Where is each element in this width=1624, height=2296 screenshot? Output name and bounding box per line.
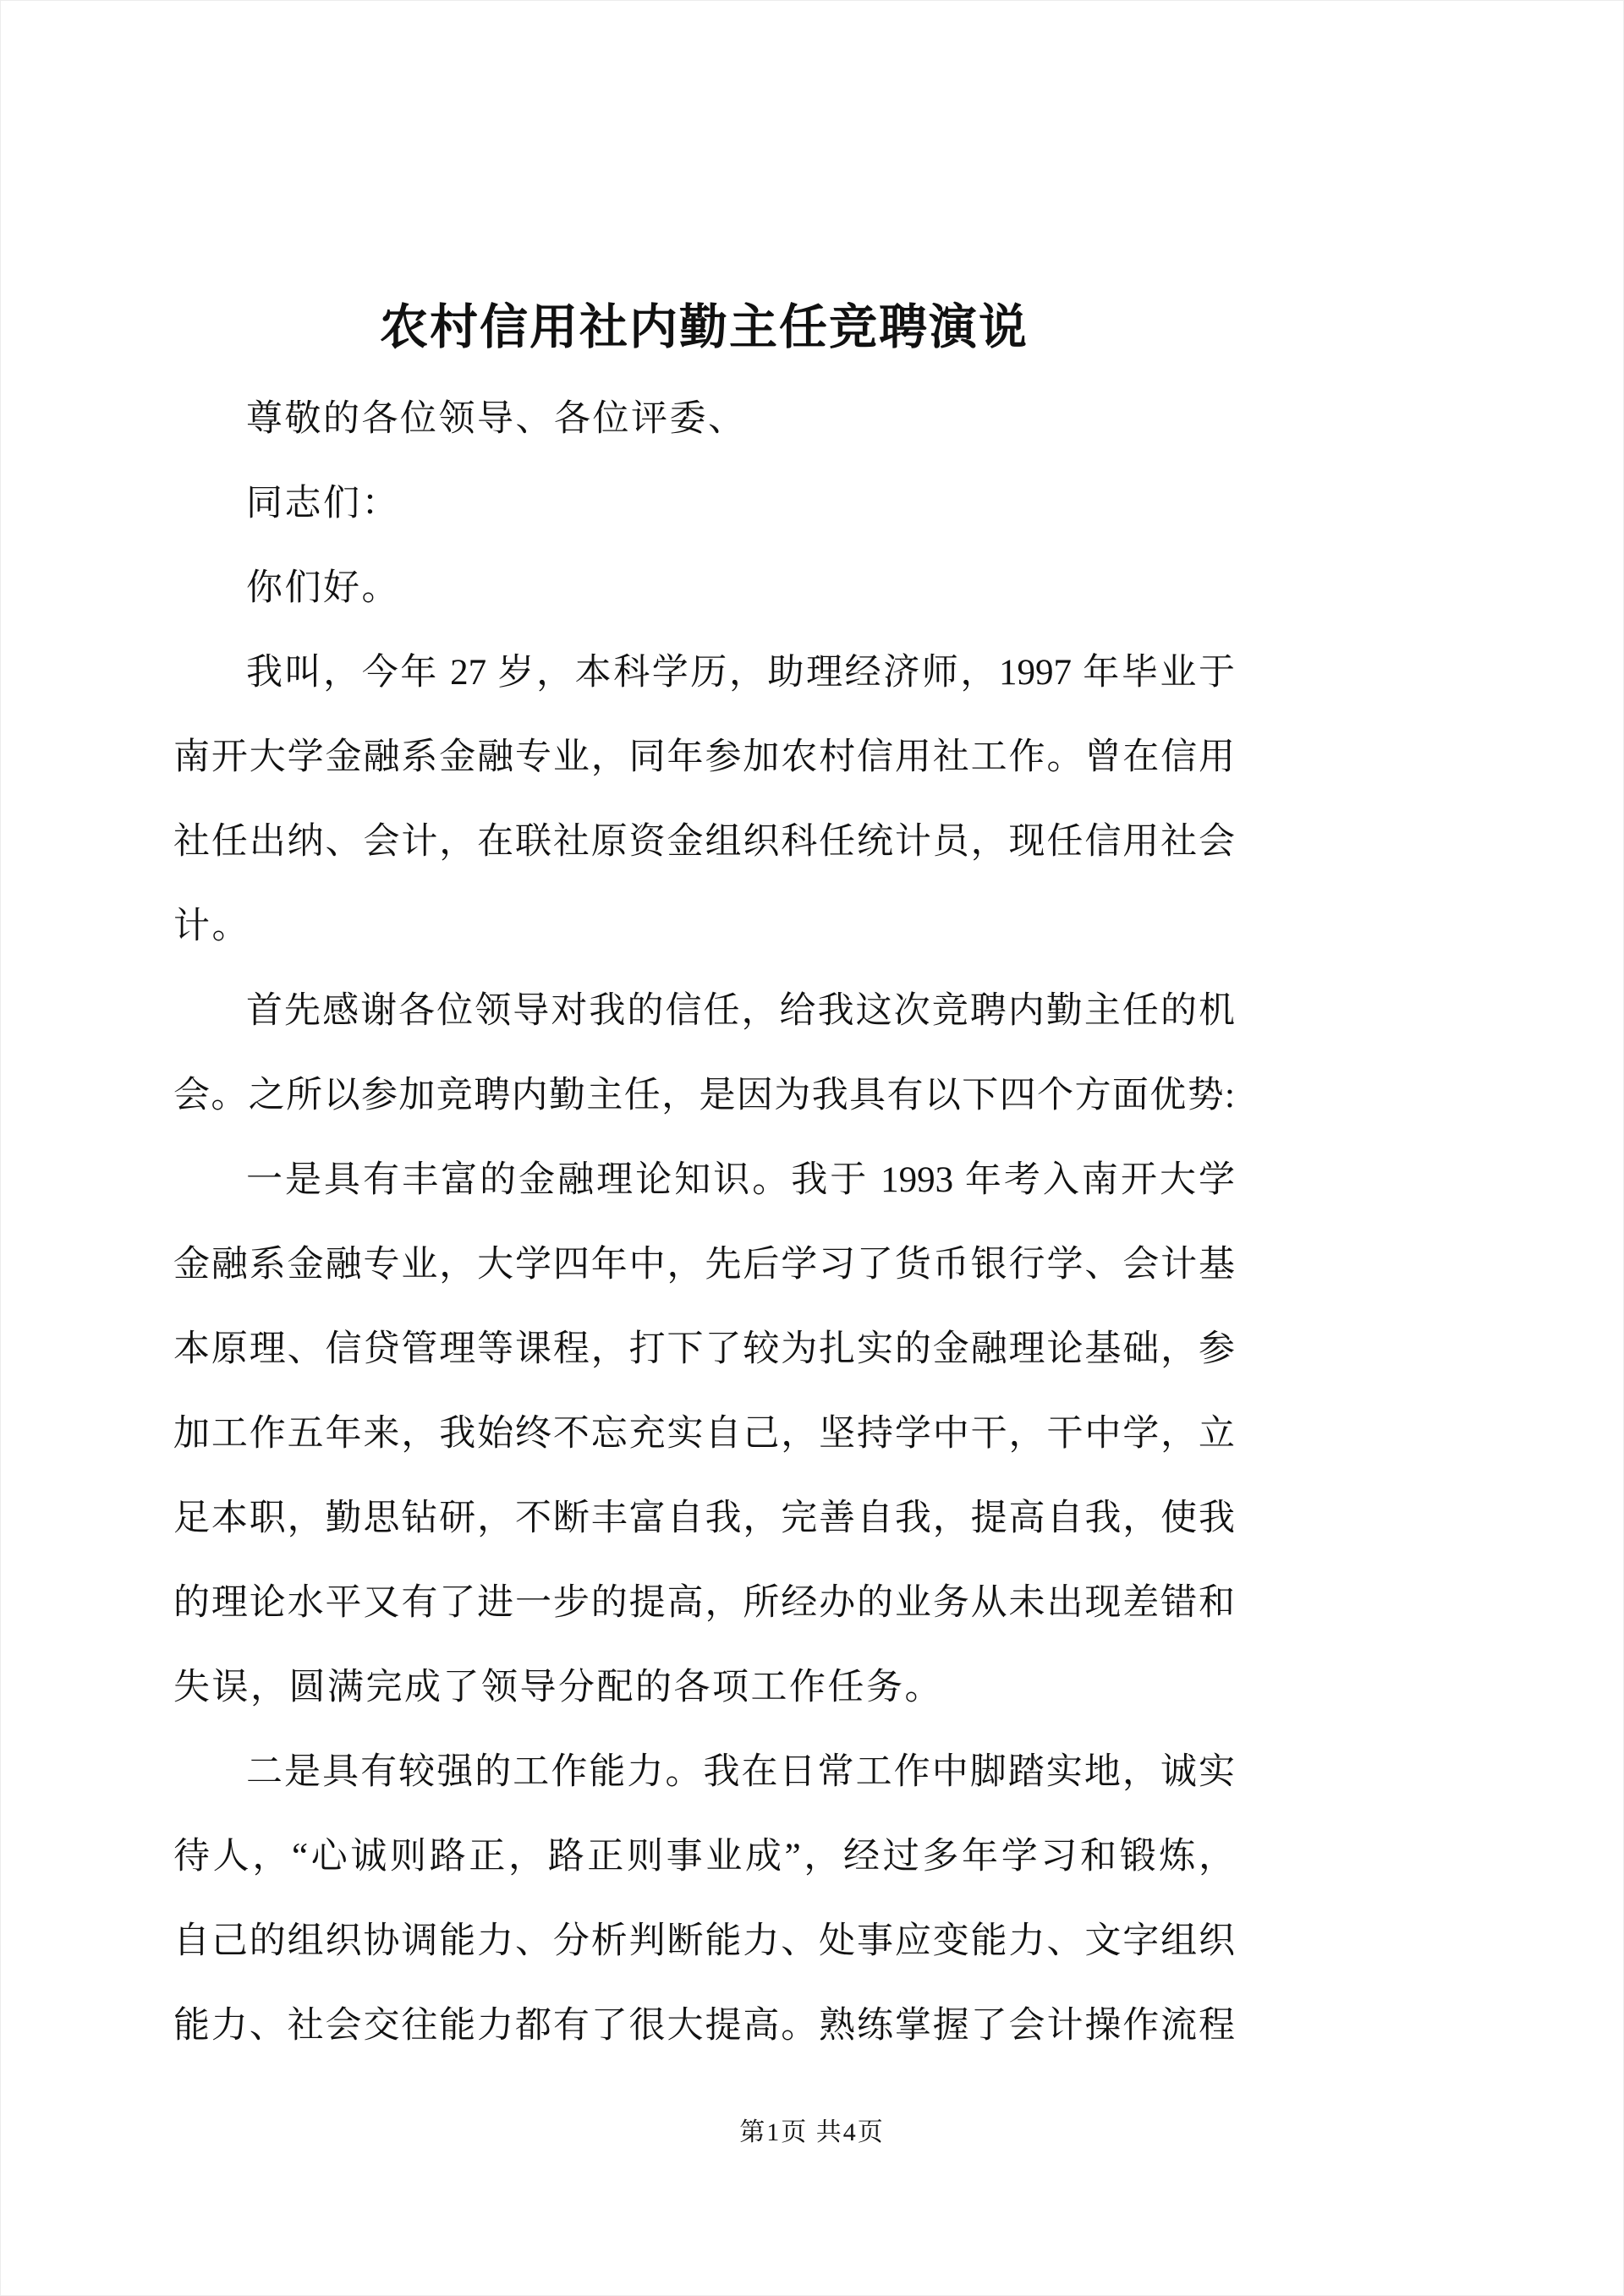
- text-line: 社任出纳、会计，在联社原资金组织科任统计员，现任信用社会: [173, 822, 1235, 862]
- text-line: 失误，圆满完成了领导分配的各项工作任务。: [173, 1668, 943, 1707]
- text-line: 待人，“心诚则路正，路正则事业成”，经过多年学习和锻炼，: [173, 1837, 1235, 1877]
- text-line: 你们好。: [246, 568, 400, 608]
- text-line: 足本职，勤思钻研，不断丰富自我，完善自我，提高自我，使我: [173, 1499, 1235, 1538]
- text-line: 尊敬的各位领导、各位评委、: [246, 399, 747, 439]
- document-title: 农村信用社内勤主任竞聘演说: [380, 301, 1029, 354]
- text-block: [173, 377, 1235, 2069]
- text-line: 一是具有丰富的金融理论知识。我于 1993 年考入南开大学: [246, 1160, 1235, 1200]
- text-line: 同志们：: [246, 484, 400, 523]
- text-line: 南开大学金融系金融专业，同年参加农村信用社工作。曾在信用: [173, 737, 1235, 777]
- page-footer: 第1页 共4页: [739, 2118, 885, 2146]
- text-line: 计。: [173, 907, 250, 946]
- text-line: 我叫，今年 27 岁，本科学历，助理经济师，1997 年毕业于: [246, 653, 1235, 693]
- text-line: 自己的组织协调能力、分析判断能力、处事应变能力、文字组织: [173, 1921, 1235, 1961]
- text-line: 能力、社会交往能力都有了很大提高。熟练掌握了会计操作流程: [173, 2006, 1235, 2046]
- text-line: 加工作五年来，我始终不忘充实自己，坚持学中干，干中学，立: [173, 1414, 1235, 1454]
- text-line: 首先感谢各位领导对我的信任，给我这次竞聘内勤主任的机: [246, 991, 1235, 1031]
- text-line: 二是具有较强的工作能力。我在日常工作中脚踏实地，诚实: [246, 1752, 1235, 1792]
- text-line: 会。之所以参加竞聘内勤主任，是因为我具有以下四个方面优势:: [173, 1076, 1235, 1115]
- text-line: 的理论水平又有了进一步的提高，所经办的业务从未出现差错和: [173, 1583, 1235, 1623]
- text-line: 金融系金融专业，大学四年中，先后学习了货币银行学、会计基: [173, 1245, 1235, 1285]
- text-line: 本原理、信贷管理等课程，打下了较为扎实的金融理论基础，参: [173, 1329, 1235, 1369]
- document-body: [173, 0, 1235, 2069]
